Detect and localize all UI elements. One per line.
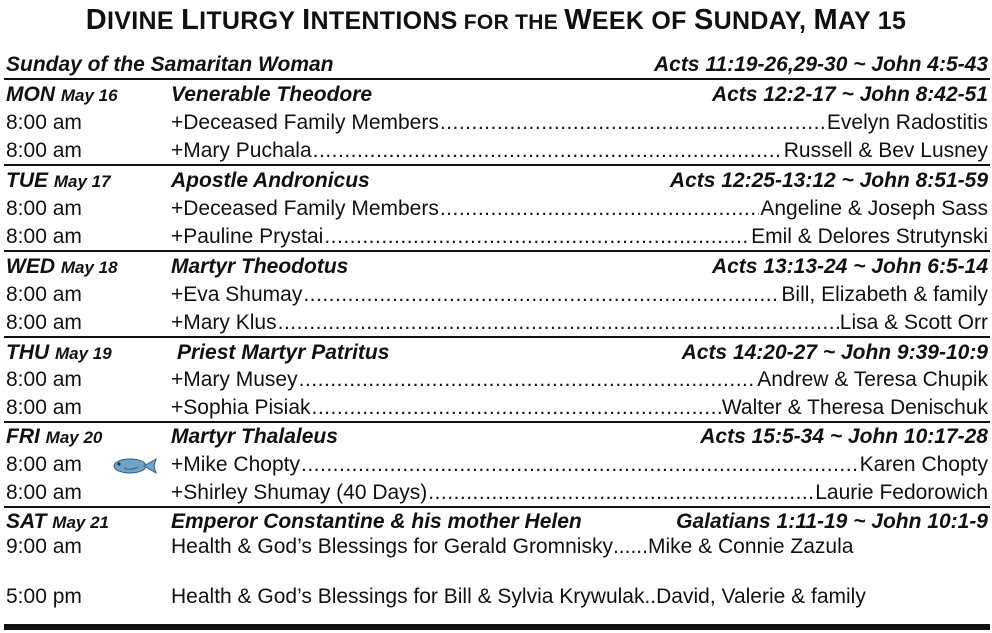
intention-row: 8:00 am +Eva Shumay ..... Bill, Elizabeth & family: [6, 279, 988, 307]
readings: Acts 15:5-34 ~ John 10:17-28: [700, 425, 988, 448]
sunday-name: Sunday of the Samaritan Woman: [6, 53, 334, 76]
intention-row: 8:00 am +Mary Klus ..... Lisa & Scott Orr: [6, 307, 988, 335]
day-header-thu: THU May 19 Priest Martyr Patritus Acts 14:20-27 ~ John 9:39-10:9: [6, 341, 988, 364]
readings: Acts 12:2-17 ~ John 8:42-51: [711, 83, 988, 106]
readings: Acts 12:25-13:12 ~ John 8:51-59: [669, 169, 988, 192]
intention-row: 8:00 am +Mike Chopty ..... Karen Chopty: [6, 449, 988, 477]
bottom-rule: [4, 624, 990, 630]
feast-name: Priest Martyr Patritus: [177, 341, 390, 364]
day-header-tue: TUE May 17 Apostle Andronicus Acts 12:25-13:12 ~ John 8:51-59: [6, 169, 988, 192]
feast-name: Apostle Andronicus: [171, 169, 370, 192]
sunday-header: [6, 50, 988, 77]
intention-row: 8:00 am +Shirley Shumay (40 Days) ..... Laurie Fedorowich: [6, 477, 988, 505]
feast-name: Venerable Theodore: [171, 83, 373, 106]
intention-row: 8:00 am +Sophia Pisiak ..... Walter & Theresa Denischuk: [6, 392, 988, 420]
feast-name: Martyr Thalaleus: [171, 425, 338, 448]
intention-row: 8:00 am +Deceased Family Members ..... Angeline & Joseph Sass: [6, 193, 988, 221]
intention-row: 8:00 am +Deceased Family Members ..... Evelyn Radostitis: [6, 107, 988, 135]
page-title: DIVINE LITURGY INTENTIONS FOR THE WEEK OF SUNDAY, MAY 15: [85, 4, 907, 36]
day-header-wed: WED May 18 Martyr Theodotus Acts 13:13-24 ~ John 6:5-14: [6, 255, 988, 278]
readings: Galatians 1:11-19 ~ John 10:1-9: [676, 510, 988, 533]
feast-name: Emperor Constantine & his mother Helen: [171, 510, 582, 533]
day-header-fri: FRI May 20 Martyr Thalaleus Acts 15:5-34 ~ John 10:17-28: [6, 425, 988, 448]
intention-row: 9:00 am Health & God’s Blessings for Gerald Gromnisky ...... Mike & Connie Zazula: [6, 535, 854, 558]
intention-row: 5:00 pm Health & God’s Blessings for Bill & Sylvia Krywulak .. David, Valerie & family: [6, 585, 866, 608]
readings: Acts 14:20-27 ~ John 9:39-10:9: [681, 341, 988, 364]
sunday-readings: Acts 11:19-26,29-30 ~ John 4:5-43: [653, 53, 988, 76]
readings: Acts 13:13-24 ~ John 6:5-14: [711, 255, 988, 278]
feast-name: Martyr Theodotus: [171, 255, 349, 278]
day-header-mon: MON May 16 Venerable Theodore Acts 12:2-17 ~ John 8:42-51: [6, 83, 988, 106]
intention-row: 8:00 am +Mary Musey ..... Andrew & Teresa Chupik: [6, 364, 988, 392]
intention-row: 8:00 am +Mary Puchala ..... Russell & Bev Lusney: [6, 135, 988, 163]
fish-icon: [110, 456, 158, 476]
day-header-sat: SAT May 21 Emperor Constantine & his mother Helen Galatians 1:11-19 ~ John 10:1-9: [6, 510, 988, 533]
intention-row: 8:00 am +Pauline Prystai ..... Emil & Delores Strutynski: [6, 221, 988, 249]
